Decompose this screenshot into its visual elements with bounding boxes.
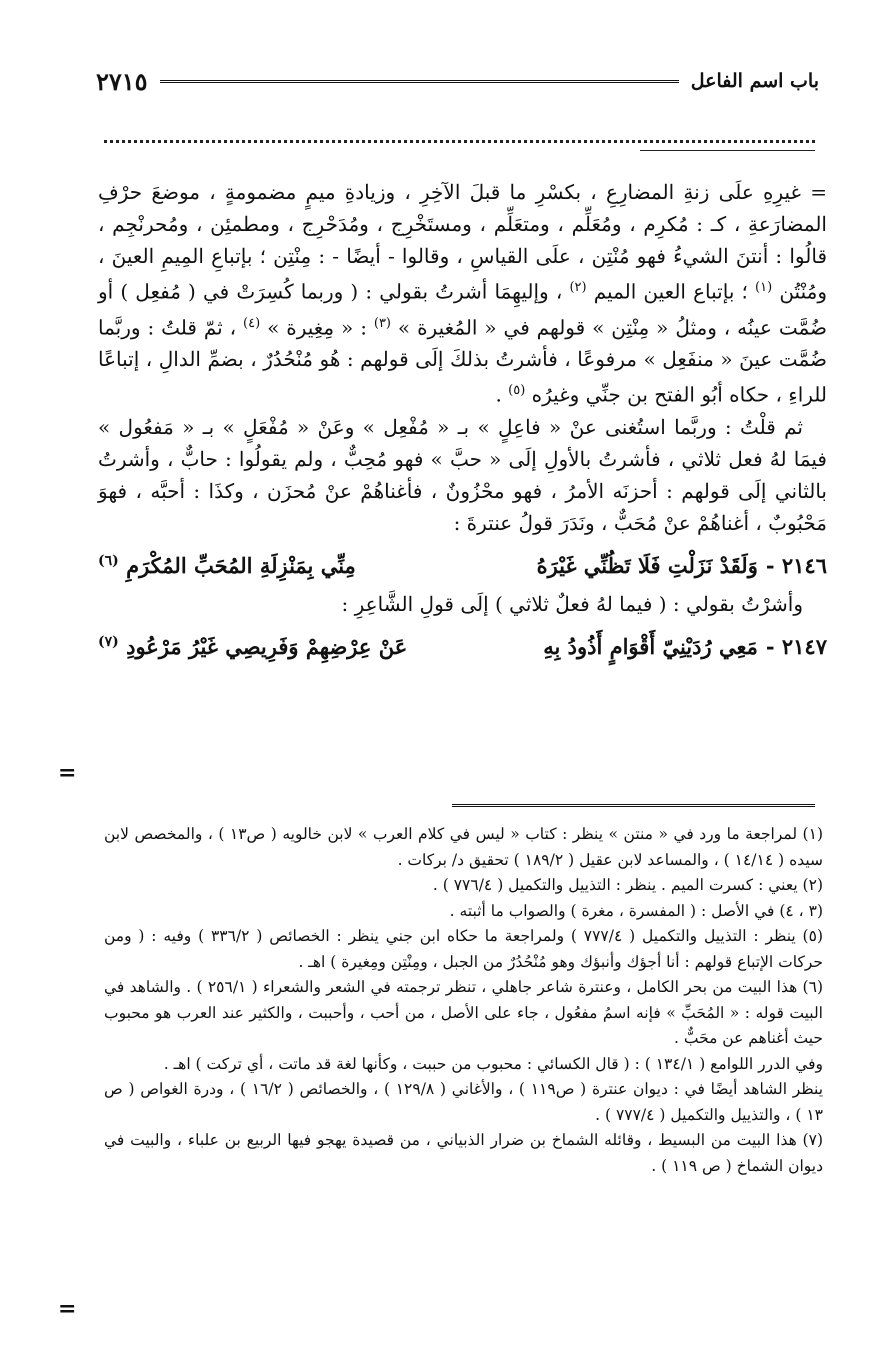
footnote-ref-5: (٥) (508, 383, 526, 399)
footnotes (104, 822, 823, 1179)
verse-second-hemistich-text: عَنْ عِرْضِهِمْ وَفَرِيصِي غَيْرُ مَرْعُودِ (126, 633, 408, 659)
paragraph-1 (98, 176, 827, 411)
main-text (98, 176, 827, 669)
continuation-mark: = (58, 760, 77, 786)
footnote-6: (٦) هذا البيت من بحر الكامل ، وعنترة شاعر جاهلي ، تنظر ترجمته في الشعر والشعراء ( ٢٥٦/١ ) . والشاهد في البيت قوله : « المُحَبِّ » فإنه اسمُ مفعُول ، جاء على الأصل ، من أحب ، وأحببت ، والكثير عند العرب هو محبوب حيث أغناهم عن محَبٌّ . (104, 978, 823, 1047)
verse-number: ٢١٤٦ - (765, 552, 827, 578)
footnote-7: (٧) هذا البيت من البسيط ، وقائله الشماخ بن ضرار الذبياني ، من قصيدة يهجو فيها الربيع بن علباء ، والبيت في ديوان الشماخ ( ص ١١٩ ) . (104, 1131, 823, 1175)
verse-second-hemistich-text: مِنِّي بِمَنْزِلَةِ المُحَبِّ المُكْرَمِ (126, 552, 356, 578)
footnote-1: (١) لمراجعة ما ورد في « منتن » ينظر : كتاب « ليس في كلام العرب » لابن خالويه ( ص١٣ ) ، والمخصص لابن سيده ( ١٤/١٤ ) ، والمساعد لابن عقيل ( ١٨٩/٢ ) تحقيق د/ بركات . (104, 825, 823, 869)
footnote-6-note: وفي الدرر اللوامع ( ١٣٤/١ ) : ( قال الكسائي : محبوب من حببت ، وكأنها لغة قد ماتت ، أي تركت ) اهـ . (163, 1054, 823, 1073)
footnote-ref-6: (٦) (98, 552, 119, 569)
footnote-3-4: (٣ ، ٤) في الأصل : ( المفسرة ، مغرة ) والصواب ما أثبته . (449, 901, 823, 920)
paragraph-2: ثم قلْتُ : وربَّما استُغنى عنْ « فاعِلٍ » بـ « مُفْعِل » وعَنْ « مُفْعَلٍ » بـ « مَفعُول » فيمَا لهُ فعل ثلاثي ، فأشرتُ بالأولِ إلَى « حبَّ » فهو مُحِبٌّ ، ولم يقولُوا : حابٌّ ، وأشرتُ بالثاني إلَى قولهم : أحزنَه الأمرُ ، فهو محْزُونٌ ، فأغناهُمْ عنْ مُحزَن ، وكذَا : أحبَّه ، فهوَ مَحْبُوبٌ ، أغناهُمْ عنْ مُحَبٌّ ، ونَدَرَ قولُ عنترةَ : (98, 414, 827, 535)
footnote-ref-7: (٧) (98, 633, 119, 650)
footnote-ref-3: (٣) (373, 315, 391, 331)
verse-number: ٢١٤٧ - (765, 633, 827, 659)
paragraph-1-text-b: ؛ بإتباع العين الميم (586, 279, 748, 304)
footnote-5: (٥) ينظر : التذييل والتكميل ( ٧٧٧/٤ ) ولمراجعة ما حكاه ابن جني ينظر : الخصائص ( ٣٣٦/٢ ) وفيه : ( ومن حركات الإتباع قولهم : أنا أجؤك وأنبؤك وهو مُنْحُدُرٌ من الجبل ، ومِنْتِن ومِغيرة ) اهـ . (104, 927, 823, 971)
verse-second-hemistich (98, 622, 428, 667)
footnote-ref-2: (٢) (569, 280, 587, 295)
page-number: ٢٧١٥ (96, 66, 148, 96)
paragraph-1-text-a: = غيرِهِ علَى زنةِ المضارِعِ ، بكسْرِ ما قبلَ الآخِرِ ، وزيادةِ ميمٍ مضمومةٍ ، موضعَ حرْفِ المضارَعةِ ، كـ : مُكرِم ، ومُعَلِّم ، ومتعَلِّم ، ومستَخْرِج ، ومُدَحْرِج ، ومطمئِن ، ومُحرنْجِم ، قالُوا : أنتنَ الشيءُ فهو مُنْتِن ، علَى القياسِ ، وقالوا - أيضًا - : مِنْتِن ؛ بإتباعِ المِيمِ العينَ ، ومُنْتُن (98, 180, 827, 304)
footnote-2: (٢) يعني : كسرت الميم . ينظر : التذييل والتكميل ( ٧٧٦/٤ ) . (432, 876, 823, 894)
short-rule (640, 150, 815, 151)
paragraph-1-text-e: ، ثمّ قلتُ : وربَّما ضُمَّت عينَ « منفَعِل » مرفوعًا ، فأشرتُ بذلكَ إلَى قولهم : هُو مُنْحُدُرٌ ، بضمِّ الدالِ ، إتباعًا للراءِ ، حكاه أبُو الفتح بن جنِّي وغيرُه (98, 315, 827, 407)
footnote-ref-1: (١) (755, 280, 773, 295)
paragraph-1-text-d: : « مِغِيرة » (260, 315, 367, 340)
verse-second-hemistich (98, 541, 428, 586)
header-rule (160, 80, 679, 83)
paragraph-3: وأشرْتُ بقولي : ( فيما لهُ فعلٌ ثلاثي ) إلَى قولِ الشَّاعِرِ : (341, 591, 803, 616)
verse-2147 (98, 622, 827, 667)
footnote-6-sources: ينظر الشاهد أيضًا في : ديوان عنترة ( ص١١٩ ) ، والأغاني ( ١٢٩/٨ ) ، والخصائص ( ١٦/٢ ) ، ودرة الغواص ( ص ١٣ ) ، والتذييل والتكميل ( ٧٧٧/٤ ) . (104, 1080, 824, 1124)
paragraph-1-text-c: ، وإليهِمَا أشرتُ بقولي : ( وربما كُسِرَتْ في ( مُفعِل ) أو ضُمَّت عينُه ، ومثلُ « مِنْتِن » قولهم في « المُغيرة » (98, 279, 827, 340)
verse-first-hemistich: وَلَقَدْ نَزَلْتِ فَلَا تَظُنِّي غَيْرَهُ (536, 552, 758, 578)
footnote-separator (452, 804, 815, 807)
footnote-ref-4: (٤) (243, 315, 261, 331)
paragraph-1-text-f: . (495, 382, 502, 407)
footnote-continuation-mark: = (58, 1296, 77, 1322)
dotted-separator (104, 140, 815, 143)
verse-first-hemistich: مَعِي رُدَيْنِيّ أَقْوَامٍ أَذُودُ بِهِ (543, 633, 758, 659)
verse-2146 (98, 541, 827, 586)
chapter-title: باب اسم الفاعل (690, 70, 819, 92)
page-header (96, 64, 819, 98)
